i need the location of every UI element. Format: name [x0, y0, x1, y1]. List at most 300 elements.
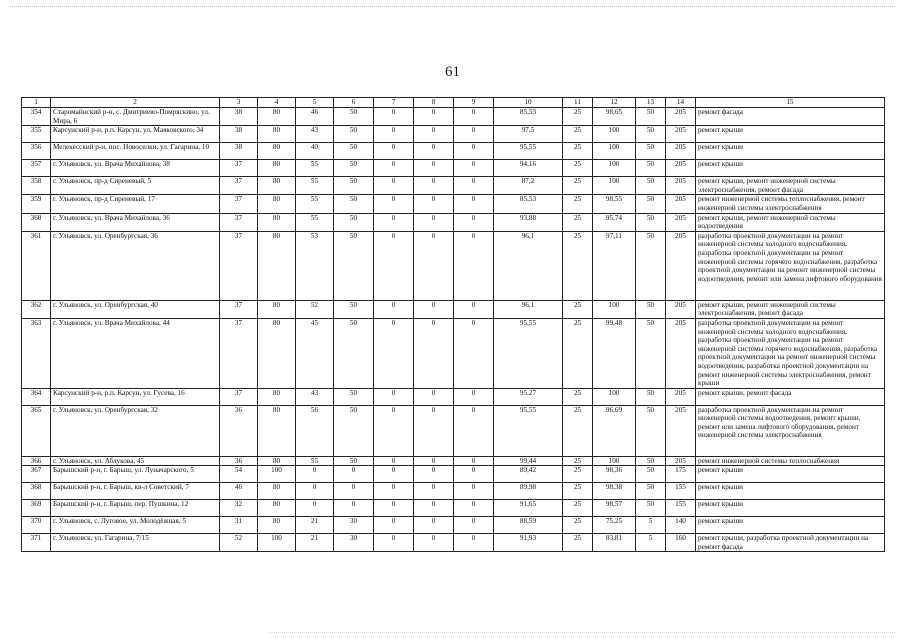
value-cell-3: 37: [220, 388, 258, 405]
register-table: [21, 97, 885, 552]
value-cell-12: 100: [593, 143, 636, 160]
value-cell-8: 0: [414, 534, 454, 552]
works-cell: разработка проектной документации на ремонт инженерной системы холодного водоснабжения, разработка проектной документации на ремонт инженерной системы горячего водоснабжения, разработка проектной документации на ремонт инженерной системы водоотведения, разработка проектной документации на ремонт инженерной системы электроснабжения, ремонт крыши: [696, 318, 885, 388]
value-cell-9: 0: [454, 388, 494, 405]
value-cell-4: 80: [258, 456, 296, 466]
value-cell-14: 205: [666, 318, 696, 388]
value-cell-6: 50: [334, 177, 374, 195]
value-cell-12: 100: [593, 300, 636, 318]
value-cell-7: 0: [374, 143, 414, 160]
value-cell-5: 56: [296, 405, 334, 456]
value-cell-8: 0: [414, 405, 454, 456]
column-header-11: 11: [563, 98, 593, 108]
address-cell: Барышский р-н, г. Барыш, кв-л Советский, 7: [51, 483, 220, 500]
value-cell-11: 25: [563, 534, 593, 552]
value-cell-4: 80: [258, 483, 296, 500]
value-cell-8: 0: [414, 177, 454, 195]
table-row: [22, 517, 885, 534]
value-cell-14: 155: [666, 483, 696, 500]
column-header-8: 8: [414, 98, 454, 108]
address-cell: г. Ульяновск, ул. Оренбургская, 36: [51, 231, 220, 300]
value-cell-6: 50: [334, 388, 374, 405]
value-cell-13: 50: [636, 483, 666, 500]
value-cell-13: 50: [636, 126, 666, 143]
address-cell: г. Ульяновск, ул. Аблукова, 45: [51, 456, 220, 466]
value-cell-9: 0: [454, 160, 494, 177]
value-cell-14: 205: [666, 195, 696, 213]
address-cell: г. Ульяновск, пр-д Сиреневый, 17: [51, 195, 220, 213]
value-cell-6: 50: [334, 456, 374, 466]
value-cell-11: 25: [563, 195, 593, 213]
value-cell-5: 53: [296, 231, 334, 300]
value-cell-3: 36: [220, 405, 258, 456]
works-cell: разработка проектной документации на ремонт инженерной системы холодного водоснабжения, разработка проектной документации на ремонт инженерной системы горячего водоснабжения, разработка проектной документации на ремонт инженерной системы водоотведения, ремонт или замена лифтового оборудования: [696, 231, 885, 300]
value-cell-5: 40: [296, 143, 334, 160]
value-cell-6: 50: [334, 318, 374, 388]
value-cell-8: 0: [414, 108, 454, 126]
value-cell-13: 50: [636, 466, 666, 483]
value-cell-4: 80: [258, 405, 296, 456]
value-cell-10: 97,5: [494, 126, 563, 143]
value-cell-6: 50: [334, 231, 374, 300]
value-cell-3: 54: [220, 466, 258, 483]
address-cell: Карсунский р-н, р.п. Карсун, ул. Гусева, 16: [51, 388, 220, 405]
value-cell-5: 0: [296, 500, 334, 517]
row-number: 360: [22, 213, 51, 231]
value-cell-13: 50: [636, 195, 666, 213]
column-header-1: 1: [22, 98, 51, 108]
value-cell-13: 50: [636, 143, 666, 160]
value-cell-6: 0: [334, 500, 374, 517]
value-cell-5: 0: [296, 466, 334, 483]
row-number: 363: [22, 318, 51, 388]
row-number: 355: [22, 126, 51, 143]
value-cell-12: 98,57: [593, 500, 636, 517]
value-cell-12: 99,48: [593, 318, 636, 388]
value-cell-5: 21: [296, 517, 334, 534]
column-header-13: 13: [636, 98, 666, 108]
column-header-9: 9: [454, 98, 494, 108]
value-cell-9: 0: [454, 483, 494, 500]
row-number: 370: [22, 517, 51, 534]
table-header-row: [22, 98, 885, 108]
scan-edge-bottom: [270, 632, 895, 633]
value-cell-9: 0: [454, 456, 494, 466]
value-cell-14: 205: [666, 160, 696, 177]
value-cell-5: 55: [296, 177, 334, 195]
value-cell-3: 38: [220, 143, 258, 160]
row-number: 354: [22, 108, 51, 126]
row-number: 368: [22, 483, 51, 500]
value-cell-11: 25: [563, 318, 593, 388]
value-cell-6: 0: [334, 483, 374, 500]
value-cell-11: 25: [563, 405, 593, 456]
value-cell-5: 0: [296, 483, 334, 500]
value-cell-14: 205: [666, 213, 696, 231]
value-cell-5: 43: [296, 126, 334, 143]
address-cell: г. Ульяновск, ул. Врача Михайлова, 44: [51, 318, 220, 388]
value-cell-14: 205: [666, 108, 696, 126]
value-cell-6: 50: [334, 213, 374, 231]
value-cell-9: 0: [454, 108, 494, 126]
value-cell-10: 91,93: [494, 534, 563, 552]
value-cell-3: 37: [220, 213, 258, 231]
address-cell: г. Ульяновск, ул. Оренбургская, 40: [51, 300, 220, 318]
value-cell-12: 95,74: [593, 213, 636, 231]
row-number: 357: [22, 160, 51, 177]
value-cell-6: 0: [334, 466, 374, 483]
works-cell: ремонт крыши, разработка проектной документации на ремонт фасада: [696, 534, 885, 552]
value-cell-12: 100: [593, 456, 636, 466]
value-cell-3: 46: [220, 483, 258, 500]
value-cell-12: 100: [593, 160, 636, 177]
value-cell-11: 25: [563, 456, 593, 466]
value-cell-12: 100: [593, 126, 636, 143]
value-cell-13: 50: [636, 213, 666, 231]
address-cell: Старомайнский р-н, с. Дмитриево-Помряскино, ул. Мира, 6: [51, 108, 220, 126]
value-cell-13: 50: [636, 388, 666, 405]
row-number: 359: [22, 195, 51, 213]
value-cell-4: 80: [258, 318, 296, 388]
value-cell-12: 98,55: [593, 195, 636, 213]
table-row: [22, 108, 885, 126]
value-cell-4: 80: [258, 300, 296, 318]
value-cell-4: 80: [258, 108, 296, 126]
works-cell: ремонт крыши, ремонт инженерной системы водоотведения: [696, 213, 885, 231]
value-cell-10: 85,53: [494, 195, 563, 213]
value-cell-13: 50: [636, 160, 666, 177]
value-cell-7: 0: [374, 126, 414, 143]
value-cell-14: 160: [666, 534, 696, 552]
value-cell-4: 80: [258, 231, 296, 300]
value-cell-11: 25: [563, 143, 593, 160]
works-cell: ремонт крыши: [696, 126, 885, 143]
value-cell-10: 89,42: [494, 466, 563, 483]
value-cell-13: 50: [636, 231, 666, 300]
value-cell-14: 205: [666, 143, 696, 160]
value-cell-3: 36: [220, 456, 258, 466]
value-cell-3: 38: [220, 126, 258, 143]
value-cell-8: 0: [414, 318, 454, 388]
value-cell-14: 205: [666, 405, 696, 456]
page-number: 61: [445, 64, 460, 80]
table-row: [22, 466, 885, 483]
value-cell-7: 0: [374, 160, 414, 177]
value-cell-9: 0: [454, 500, 494, 517]
row-number: 358: [22, 177, 51, 195]
value-cell-13: 5: [636, 517, 666, 534]
column-header-2: 2: [51, 98, 220, 108]
column-header-7: 7: [374, 98, 414, 108]
value-cell-3: 37: [220, 300, 258, 318]
value-cell-8: 0: [414, 483, 454, 500]
works-cell: ремонт крыши: [696, 483, 885, 500]
table-row: [22, 483, 885, 500]
table-body: [22, 108, 885, 552]
value-cell-9: 0: [454, 143, 494, 160]
column-header-15: 15: [696, 98, 885, 108]
value-cell-6: 50: [334, 195, 374, 213]
value-cell-6: 50: [334, 160, 374, 177]
value-cell-6: 30: [334, 517, 374, 534]
row-number: 356: [22, 143, 51, 160]
value-cell-9: 0: [454, 405, 494, 456]
value-cell-8: 0: [414, 160, 454, 177]
value-cell-14: 205: [666, 388, 696, 405]
value-cell-10: 88,59: [494, 517, 563, 534]
works-cell: разработка проектной документации на ремонт инженерной системы водоотведения, ремонт крыши, ремонт или замена лифтового оборудования, ремонт инженерной системы электроснабжения: [696, 405, 885, 456]
value-cell-11: 25: [563, 213, 593, 231]
value-cell-10: 95,55: [494, 318, 563, 388]
value-cell-3: 37: [220, 195, 258, 213]
value-cell-9: 0: [454, 466, 494, 483]
value-cell-4: 100: [258, 534, 296, 552]
value-cell-10: 95,55: [494, 405, 563, 456]
column-header-3: 3: [220, 98, 258, 108]
table-row: [22, 500, 885, 517]
column-header-4: 4: [258, 98, 296, 108]
row-number: 361: [22, 231, 51, 300]
column-header-10: 10: [494, 98, 563, 108]
table-row: [22, 405, 885, 456]
value-cell-4: 80: [258, 177, 296, 195]
works-cell: ремонт крыши, ремонт инженерной системы электроснабжения, ремонт фасада: [696, 177, 885, 195]
value-cell-5: 55: [296, 160, 334, 177]
value-cell-7: 0: [374, 108, 414, 126]
value-cell-9: 0: [454, 231, 494, 300]
address-cell: г. Ульяновск, ул. Гагарина, 7/15: [51, 534, 220, 552]
value-cell-11: 25: [563, 466, 593, 483]
value-cell-6: 30: [334, 534, 374, 552]
value-cell-12: 83,81: [593, 534, 636, 552]
address-cell: г. Ульяновск, ул. Врача Михайлова, 38: [51, 160, 220, 177]
address-cell: Барышский р-н, г. Барыш, ул. Луначарского, 5: [51, 466, 220, 483]
table-row: [22, 143, 885, 160]
value-cell-6: 50: [334, 143, 374, 160]
value-cell-8: 0: [414, 466, 454, 483]
column-header-5: 5: [296, 98, 334, 108]
value-cell-5: 46: [296, 108, 334, 126]
column-header-12: 12: [593, 98, 636, 108]
value-cell-12: 98,65: [593, 108, 636, 126]
value-cell-4: 80: [258, 213, 296, 231]
works-cell: ремонт инженерной системы теплоснабжения, ремонт инженерной системы электроснабжения: [696, 195, 885, 213]
value-cell-10: 93,88: [494, 213, 563, 231]
value-cell-4: 80: [258, 388, 296, 405]
table-row: [22, 456, 885, 466]
value-cell-10: 89,98: [494, 483, 563, 500]
value-cell-7: 0: [374, 405, 414, 456]
scan-edge-top: [10, 6, 895, 7]
value-cell-7: 0: [374, 300, 414, 318]
value-cell-4: 100: [258, 466, 296, 483]
value-cell-8: 0: [414, 388, 454, 405]
value-cell-10: 91,65: [494, 500, 563, 517]
table-row: [22, 160, 885, 177]
value-cell-6: 50: [334, 405, 374, 456]
value-cell-13: 50: [636, 318, 666, 388]
value-cell-7: 0: [374, 177, 414, 195]
value-cell-8: 0: [414, 143, 454, 160]
value-cell-9: 0: [454, 318, 494, 388]
value-cell-8: 0: [414, 517, 454, 534]
value-cell-10: 87,2: [494, 177, 563, 195]
value-cell-13: 50: [636, 177, 666, 195]
value-cell-7: 0: [374, 483, 414, 500]
value-cell-14: 205: [666, 456, 696, 466]
value-cell-10: 95,27: [494, 388, 563, 405]
value-cell-8: 0: [414, 300, 454, 318]
table-row: [22, 177, 885, 195]
value-cell-13: 50: [636, 405, 666, 456]
value-cell-14: 175: [666, 466, 696, 483]
table-row: [22, 126, 885, 143]
row-number: 365: [22, 405, 51, 456]
value-cell-9: 0: [454, 177, 494, 195]
address-cell: Карсунский р-н, р.п. Карсун, ул. Маяковского, 34: [51, 126, 220, 143]
table-row: [22, 534, 885, 552]
table-row: [22, 388, 885, 405]
value-cell-3: 32: [220, 500, 258, 517]
value-cell-12: 98,36: [593, 466, 636, 483]
value-cell-14: 155: [666, 500, 696, 517]
value-cell-10: 95,55: [494, 143, 563, 160]
value-cell-9: 0: [454, 126, 494, 143]
value-cell-11: 25: [563, 126, 593, 143]
value-cell-3: 37: [220, 177, 258, 195]
address-cell: г. Ульяновск, с. Луговое, ул. Молодёжная, 5: [51, 517, 220, 534]
value-cell-6: 50: [334, 126, 374, 143]
table-row: [22, 231, 885, 300]
value-cell-5: 43: [296, 388, 334, 405]
value-cell-6: 50: [334, 300, 374, 318]
column-header-14: 14: [666, 98, 696, 108]
column-header-6: 6: [334, 98, 374, 108]
value-cell-11: 25: [563, 177, 593, 195]
value-cell-7: 0: [374, 195, 414, 213]
value-cell-4: 80: [258, 500, 296, 517]
value-cell-11: 25: [563, 108, 593, 126]
value-cell-10: 85,53: [494, 108, 563, 126]
value-cell-12: 100: [593, 177, 636, 195]
value-cell-6: 50: [334, 108, 374, 126]
works-cell: ремонт инженерной системы теплоснабжения: [696, 456, 885, 466]
value-cell-11: 25: [563, 388, 593, 405]
works-cell: ремонт крыши: [696, 517, 885, 534]
value-cell-10: 99,44: [494, 456, 563, 466]
value-cell-5: 55: [296, 213, 334, 231]
value-cell-14: 205: [666, 300, 696, 318]
value-cell-4: 80: [258, 143, 296, 160]
value-cell-13: 5: [636, 534, 666, 552]
value-cell-7: 0: [374, 231, 414, 300]
value-cell-8: 0: [414, 456, 454, 466]
value-cell-7: 0: [374, 500, 414, 517]
address-cell: г. Ульяновск, пр-д Сиреневый, 5: [51, 177, 220, 195]
value-cell-14: 205: [666, 231, 696, 300]
value-cell-12: 100: [593, 388, 636, 405]
value-cell-10: 94,16: [494, 160, 563, 177]
works-cell: ремонт крыши: [696, 143, 885, 160]
value-cell-14: 205: [666, 177, 696, 195]
value-cell-7: 0: [374, 213, 414, 231]
row-number: 367: [22, 466, 51, 483]
address-cell: г. Ульяновск, ул. Оренбургская, 32: [51, 405, 220, 456]
value-cell-9: 0: [454, 195, 494, 213]
value-cell-13: 50: [636, 108, 666, 126]
value-cell-3: 37: [220, 160, 258, 177]
value-cell-4: 80: [258, 160, 296, 177]
value-cell-8: 0: [414, 195, 454, 213]
value-cell-3: 31: [220, 517, 258, 534]
value-cell-13: 50: [636, 500, 666, 517]
value-cell-14: 205: [666, 126, 696, 143]
value-cell-11: 25: [563, 231, 593, 300]
value-cell-5: 52: [296, 300, 334, 318]
value-cell-11: 25: [563, 160, 593, 177]
value-cell-5: 45: [296, 318, 334, 388]
value-cell-5: 55: [296, 195, 334, 213]
value-cell-7: 0: [374, 534, 414, 552]
address-cell: Мелекесский р-н, пос. Новоселки, ул. Гагарина, 10: [51, 143, 220, 160]
works-cell: ремонт крыши, ремонт инженерной системы электроснабжения, ремонт фасада: [696, 300, 885, 318]
table-row: [22, 300, 885, 318]
value-cell-9: 0: [454, 534, 494, 552]
works-cell: ремонт крыши: [696, 500, 885, 517]
value-cell-7: 0: [374, 517, 414, 534]
value-cell-9: 0: [454, 213, 494, 231]
works-cell: ремонт фасада: [696, 108, 885, 126]
value-cell-11: 25: [563, 300, 593, 318]
value-cell-13: 50: [636, 456, 666, 466]
table-row: [22, 213, 885, 231]
value-cell-11: 25: [563, 517, 593, 534]
value-cell-7: 0: [374, 388, 414, 405]
value-cell-12: 75,25: [593, 517, 636, 534]
value-cell-3: 38: [220, 108, 258, 126]
value-cell-5: 55: [296, 456, 334, 466]
value-cell-3: 37: [220, 318, 258, 388]
value-cell-9: 0: [454, 300, 494, 318]
works-cell: ремонт крыши, ремонт фасада: [696, 388, 885, 405]
value-cell-12: 97,11: [593, 231, 636, 300]
works-cell: ремонт крыши: [696, 160, 885, 177]
value-cell-8: 0: [414, 126, 454, 143]
value-cell-5: 21: [296, 534, 334, 552]
value-cell-11: 25: [563, 500, 593, 517]
works-cell: ремонт крыши: [696, 466, 885, 483]
row-number: 364: [22, 388, 51, 405]
row-number: 362: [22, 300, 51, 318]
value-cell-7: 0: [374, 456, 414, 466]
row-number: 371: [22, 534, 51, 552]
value-cell-11: 25: [563, 483, 593, 500]
table-row: [22, 195, 885, 213]
table-row: [22, 318, 885, 388]
value-cell-10: 96,1: [494, 300, 563, 318]
value-cell-4: 80: [258, 126, 296, 143]
value-cell-14: 140: [666, 517, 696, 534]
row-number: 369: [22, 500, 51, 517]
value-cell-9: 0: [454, 517, 494, 534]
value-cell-4: 80: [258, 195, 296, 213]
value-cell-4: 80: [258, 517, 296, 534]
value-cell-7: 0: [374, 318, 414, 388]
address-cell: Барышский р-н, г. Барыш, пер. Пушкина, 12: [51, 500, 220, 517]
value-cell-12: 98,38: [593, 483, 636, 500]
value-cell-8: 0: [414, 213, 454, 231]
value-cell-10: 96,1: [494, 231, 563, 300]
